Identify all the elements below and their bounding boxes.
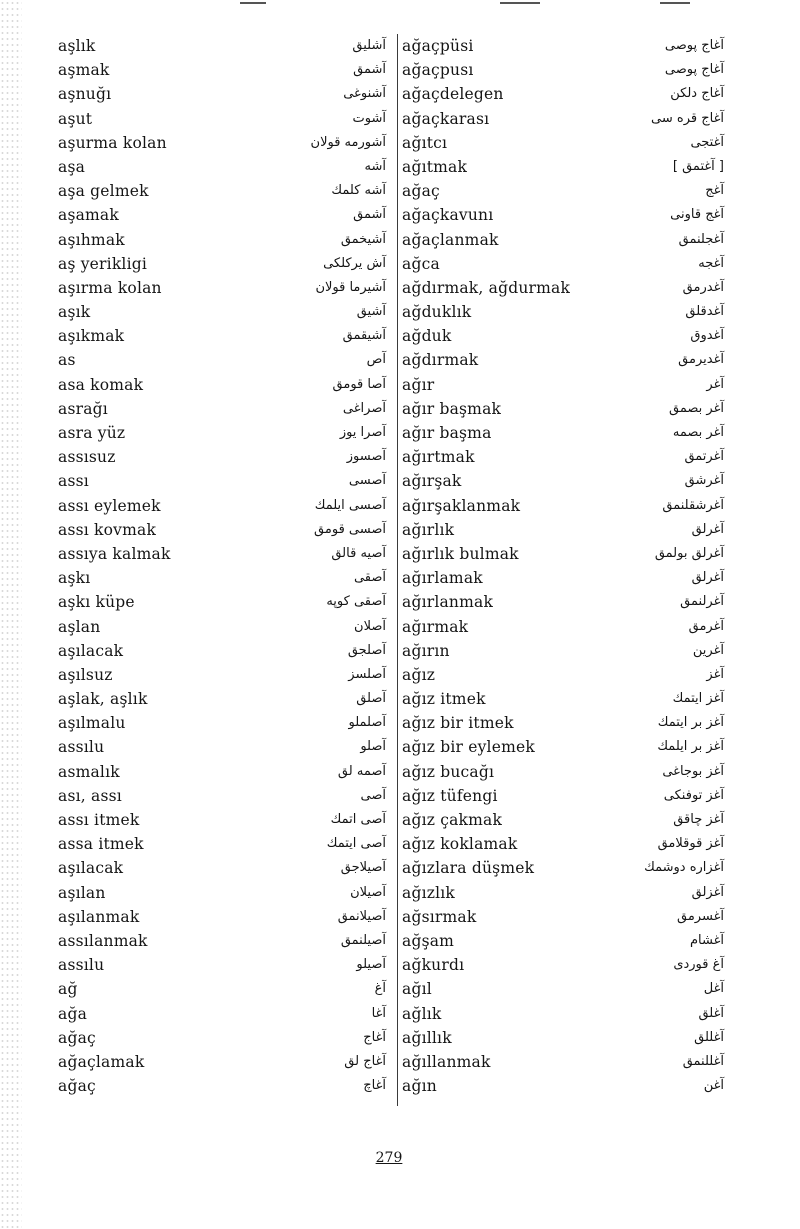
entry-transliteration: ağızlık: [402, 883, 455, 902]
dictionary-entry: [58, 203, 390, 227]
entry-arabic-script: آصلان: [354, 618, 386, 634]
entry-transliteration: ağır: [402, 375, 435, 394]
entry-arabic-script: آغز توفنكى: [663, 787, 724, 803]
entry-transliteration: as: [58, 351, 76, 370]
entry-arabic-script: آغرمق: [688, 618, 724, 634]
dictionary-entry: [402, 300, 728, 324]
entry-arabic-script: آغرتمق: [684, 449, 724, 465]
entry-arabic-script: آغاج: [363, 1029, 386, 1045]
entry-transliteration: ağaç: [58, 1028, 96, 1047]
entry-arabic-script: آشورمه قولان: [310, 134, 386, 150]
entry-arabic-script: آغاج لق: [344, 1053, 386, 1069]
dictionary-entry: [58, 82, 390, 106]
entry-transliteration: ağaçkavunı: [402, 206, 494, 225]
entry-transliteration: ağız tüfengi: [402, 786, 498, 805]
dictionary-entry: [58, 1026, 390, 1050]
entry-transliteration: aşlak, aşlık: [58, 690, 148, 709]
entry-transliteration: ağdırmak, ağdurmak: [402, 278, 571, 297]
entry-arabic-script: آصيلان: [350, 884, 386, 900]
dictionary-entry: [402, 929, 728, 953]
entry-transliteration: ağırlık bulmak: [402, 544, 519, 563]
dictionary-entry: [402, 639, 728, 663]
entry-transliteration: aşılmalu: [58, 714, 126, 733]
dictionary-entry: [402, 566, 728, 590]
entry-transliteration: assı: [58, 472, 89, 491]
entry-arabic-script: آصى ايتمك: [326, 836, 386, 852]
entry-transliteration: ağıtmak: [402, 157, 468, 176]
entry-arabic-script: آصا قومق: [332, 376, 386, 392]
entry-arabic-script: آغاج دلكن: [670, 86, 724, 102]
dictionary-entry: [58, 1050, 390, 1074]
dictionary-entry: [58, 469, 390, 493]
entry-arabic-script: آشه كلمك: [331, 183, 386, 199]
entry-transliteration: ağdırmak: [402, 351, 479, 370]
entry-transliteration: asrağı: [58, 399, 108, 418]
dictionary-entry: [402, 832, 728, 856]
dictionary-entry: [402, 252, 728, 276]
entry-transliteration: aşıkmak: [58, 327, 125, 346]
entry-arabic-script: آغزاره دوشمك: [644, 860, 724, 876]
entry-arabic-script: آغ: [374, 981, 386, 997]
entry-transliteration: assılu: [58, 738, 105, 757]
dictionary-entry: [402, 784, 728, 808]
entry-transliteration: aşılacak: [58, 641, 124, 660]
dictionary-entry: [402, 663, 728, 687]
dictionary-entry: [402, 445, 728, 469]
dictionary-entry: [402, 228, 728, 252]
entry-transliteration: assılanmak: [58, 931, 148, 950]
entry-transliteration: ağduk: [402, 327, 452, 346]
entry-arabic-script: آشيرما قولان: [315, 279, 386, 295]
entry-transliteration: ağca: [402, 254, 440, 273]
dictionary-entry: [402, 735, 728, 759]
entry-transliteration: assı kovmak: [58, 520, 157, 539]
dictionary-entry: [58, 639, 390, 663]
entry-arabic-script: آصلملو: [348, 715, 386, 731]
entry-transliteration: aşurma kolan: [58, 133, 167, 152]
entry-arabic-script: آغن: [703, 1078, 724, 1094]
dictionary-entry: [58, 107, 390, 131]
entry-arabic-script: آصيلاجق: [340, 860, 386, 876]
entry-transliteration: ağırlamak: [402, 569, 483, 588]
dictionary-entry: [402, 179, 728, 203]
dictionary-entry: [58, 953, 390, 977]
entry-transliteration: ağıl: [402, 980, 432, 999]
entry-arabic-script: آغدقلق: [685, 304, 724, 320]
entry-transliteration: ağıllanmak: [402, 1052, 491, 1071]
entry-arabic-script: آغديرمق: [678, 352, 724, 368]
entry-arabic-script: آغزلق: [691, 884, 724, 900]
entry-arabic-script: آغز بر ايتمك: [657, 715, 724, 731]
dictionary-entry: [58, 1074, 390, 1098]
dictionary-entry: [58, 808, 390, 832]
entry-arabic-script: آغاج پوصى: [664, 62, 724, 78]
entry-arabic-script: آغدوق: [690, 328, 724, 344]
entry-transliteration: ağırlık: [402, 520, 455, 539]
entry-arabic-script: آغرلنمق: [680, 594, 724, 610]
entry-arabic-script: آص: [366, 352, 386, 368]
entry-arabic-script: آغا: [371, 1005, 386, 1021]
dictionary-entry: [402, 760, 728, 784]
entry-transliteration: asra yüz: [58, 424, 126, 442]
dictionary-entry: [58, 179, 390, 203]
dictionary-entry: [402, 421, 728, 445]
entry-transliteration: ağıllık: [402, 1028, 452, 1047]
entry-arabic-script: آصلق: [356, 691, 386, 707]
dictionary-entry: [402, 34, 728, 58]
entry-arabic-script: آصيلنمق: [340, 932, 386, 948]
entry-transliteration: aşkı: [58, 569, 91, 588]
entry-arabic-script: آغز چاقق: [673, 812, 724, 827]
dictionary-entry: [402, 615, 728, 639]
dictionary-entry: [402, 494, 728, 518]
entry-transliteration: ağlık: [402, 1004, 442, 1023]
entry-arabic-script: آصلو: [360, 739, 386, 755]
dictionary-entry: [402, 518, 728, 542]
entry-transliteration: aşlan: [58, 617, 101, 636]
entry-transliteration: aşık: [58, 303, 91, 322]
entry-arabic-script: آغر بصمق: [669, 400, 724, 416]
entry-transliteration: ağır başma: [402, 424, 492, 442]
entry-transliteration: aşa gelmek: [58, 182, 149, 201]
entry-arabic-script: آصراغى: [342, 400, 386, 416]
entry-arabic-script: آصقى: [353, 570, 386, 586]
entry-transliteration: ağızlara düşmek: [402, 859, 535, 878]
dictionary-entry: [402, 348, 728, 372]
dictionary-entry: [58, 58, 390, 82]
entry-arabic-script: آصسوز: [346, 449, 386, 465]
entry-arabic-script: آغج قاونى: [670, 207, 724, 223]
entry-arabic-script: آغجلنمق: [678, 231, 724, 247]
dictionary-entry: [402, 856, 728, 880]
dictionary-entry: [402, 397, 728, 421]
entry-transliteration: aşılanmak: [58, 907, 140, 926]
entry-arabic-script: آغشام: [689, 932, 724, 948]
dictionary-entry: [402, 324, 728, 348]
entry-transliteration: ağkurdı: [402, 956, 465, 975]
dictionary-entry: [402, 977, 728, 1001]
entry-arabic-script: آغز: [706, 666, 724, 682]
entry-transliteration: aş yerikligi: [58, 254, 148, 273]
dictionary-entry: [58, 397, 390, 421]
dictionary-entry: [402, 469, 728, 493]
entry-transliteration: assa itmek: [58, 835, 144, 854]
dictionary-entry: [58, 542, 390, 566]
dictionary-entry: [402, 808, 728, 832]
dictionary-entry: [58, 1002, 390, 1026]
entry-arabic-script: آشه: [364, 158, 386, 174]
entry-transliteration: ağız: [402, 665, 436, 684]
entry-transliteration: assı itmek: [58, 811, 140, 829]
dictionary-entry: [402, 203, 728, 227]
scan-top-mark: [240, 2, 266, 4]
entry-arabic-script: آغر: [706, 376, 724, 392]
entry-transliteration: ağırın: [402, 641, 450, 660]
entry-arabic-script: آش يركلكى: [323, 255, 386, 271]
entry-arabic-script: آصسى ايلمك: [314, 497, 386, 513]
dictionary-entry: [402, 711, 728, 735]
page-number: 279: [375, 1150, 403, 1166]
entry-arabic-script: آصلسز: [348, 666, 386, 682]
entry-arabic-script: آغاج قره سى: [651, 110, 724, 126]
dictionary-entry: [58, 252, 390, 276]
entry-transliteration: ağız bir itmek: [402, 714, 514, 733]
entry-transliteration: ağaçlamak: [58, 1052, 145, 1071]
dictionary-entry: [58, 784, 390, 808]
dictionary-entry: [58, 300, 390, 324]
dictionary-entry: [58, 34, 390, 58]
entry-transliteration: ağırmak: [402, 617, 469, 636]
entry-arabic-script: آصسى: [348, 473, 386, 489]
dictionary-entry: [58, 832, 390, 856]
entry-transliteration: aşnuğı: [58, 85, 112, 104]
dictionary-entry: [58, 445, 390, 469]
entry-transliteration: ağız koklamak: [402, 835, 518, 854]
left-column: [58, 34, 390, 1098]
entry-arabic-script: آغسرمق: [677, 908, 724, 924]
entry-transliteration: ağıtcı: [402, 133, 448, 152]
entry-transliteration: aşmak: [58, 61, 110, 80]
dictionary-entry: [58, 977, 390, 1001]
entry-arabic-script: آغجه: [698, 255, 724, 271]
entry-transliteration: aşırma kolan: [58, 278, 162, 297]
entry-transliteration: assı eylemek: [58, 496, 161, 515]
dictionary-entry: [58, 881, 390, 905]
entry-transliteration: aşılan: [58, 883, 106, 902]
entry-transliteration: aşılsuz: [58, 665, 113, 684]
entry-transliteration: asmalık: [58, 762, 120, 781]
entry-arabic-script: آشيق: [356, 304, 386, 320]
dictionary-entry: [58, 228, 390, 252]
entry-arabic-script: آغز قوقلامق: [657, 836, 724, 852]
entry-transliteration: ağır başmak: [402, 399, 502, 418]
entry-arabic-script: آشنوغى: [343, 86, 386, 102]
entry-arabic-script: آغر بصمه: [672, 425, 724, 440]
entry-arabic-script: آغرلق: [691, 521, 724, 537]
dictionary-entry: [402, 881, 728, 905]
dictionary-entry: [58, 929, 390, 953]
dictionary-entry: [58, 421, 390, 445]
entry-arabic-script: آصرا يوز: [339, 425, 386, 440]
dictionary-entry: [402, 1050, 728, 1074]
entry-arabic-script: آغاچ: [363, 1078, 386, 1094]
dictionary-entry: [58, 155, 390, 179]
entry-arabic-script: آشمق: [353, 62, 386, 78]
entry-arabic-script: آغج: [705, 183, 724, 199]
entry-transliteration: assısuz: [58, 448, 116, 467]
dictionary-entry: [402, 58, 728, 82]
dictionary-entry: [58, 711, 390, 735]
entry-transliteration: ağırşaklanmak: [402, 496, 521, 515]
entry-transliteration: ağız bir eylemek: [402, 738, 535, 757]
dictionary-entry: [58, 687, 390, 711]
dictionary-entry: [402, 953, 728, 977]
scan-top-mark: [660, 2, 690, 4]
entry-transliteration: ağa: [58, 1004, 88, 1023]
entry-arabic-script: آغرلق: [691, 570, 724, 586]
entry-arabic-script: آغل: [703, 981, 724, 997]
entry-arabic-script: آصقى كوپه: [326, 594, 386, 610]
entry-arabic-script: آغرشق: [684, 473, 724, 489]
entry-transliteration: ağduklık: [402, 303, 472, 322]
entry-arabic-script: آغز بوجاغى: [662, 763, 724, 779]
dictionary-entry: [58, 131, 390, 155]
entry-arabic-script: آصيلو: [356, 957, 386, 973]
entry-arabic-script: آغز ايتمك: [672, 691, 724, 707]
dictionary-entry: [58, 494, 390, 518]
dictionary-entry: [58, 735, 390, 759]
entry-arabic-script: آصيلانمق: [337, 908, 386, 924]
entry-transliteration: ağın: [402, 1077, 437, 1096]
entry-arabic-script: آصمه لق: [337, 763, 386, 779]
dictionary-entry: [58, 276, 390, 300]
scan-speckle-edge: [0, 0, 22, 1229]
entry-transliteration: ağız bucağı: [402, 762, 495, 781]
entry-transliteration: ağırtmak: [402, 448, 475, 467]
dictionary-entry: [402, 1074, 728, 1098]
entry-arabic-script: آغرشقلنمق: [662, 497, 724, 513]
entry-arabic-script: آغز بر ايلمك: [657, 739, 724, 755]
dictionary-entry: [402, 82, 728, 106]
entry-transliteration: aşkı küpe: [58, 593, 135, 612]
entry-arabic-script: آغتجى: [690, 134, 724, 150]
entry-transliteration: aşlık: [58, 37, 96, 55]
dictionary-entry: [58, 590, 390, 614]
entry-arabic-script: آصى اتمك: [330, 812, 386, 827]
entry-arabic-script: آغلق: [698, 1005, 724, 1021]
dictionary-entry: [58, 324, 390, 348]
entry-transliteration: ağırlanmak: [402, 593, 494, 612]
dictionary-entry: [402, 373, 728, 397]
dictionary-entry: [58, 518, 390, 542]
dictionary-entry: [402, 107, 728, 131]
entry-transliteration: aşıhmak: [58, 230, 125, 249]
dictionary-entry: [402, 276, 728, 300]
entry-transliteration: ağırşak: [402, 472, 462, 491]
dictionary-entry: [402, 905, 728, 929]
entry-arabic-script: آشليق: [352, 38, 386, 53]
dictionary-entry: [58, 905, 390, 929]
entry-transliteration: ağaçpüsi: [402, 37, 474, 55]
entry-transliteration: ağız itmek: [402, 690, 486, 709]
dictionary-entry: [402, 1026, 728, 1050]
dictionary-entry: [58, 373, 390, 397]
dictionary-entry: [58, 615, 390, 639]
entry-arabic-script: آغدرمق: [682, 279, 724, 295]
entry-transliteration: ası, assı: [58, 786, 122, 805]
entry-transliteration: ağız çakmak: [402, 811, 503, 829]
entry-transliteration: asa komak: [58, 375, 144, 394]
dictionary-entry: [58, 663, 390, 687]
entry-arabic-script: آشيخمق: [340, 231, 386, 247]
entry-transliteration: ağaç: [58, 1077, 96, 1096]
entry-transliteration: assılu: [58, 956, 105, 975]
dictionary-entry: [402, 131, 728, 155]
entry-arabic-script: [ آغتمق ]: [672, 158, 724, 174]
dictionary-entry: [402, 1002, 728, 1026]
entry-transliteration: aşa: [58, 157, 86, 176]
dictionary-entry: [402, 687, 728, 711]
entry-arabic-script: آغاج پوصى: [664, 38, 724, 53]
entry-transliteration: ağaçdelegen: [402, 85, 504, 104]
entry-transliteration: aşılacak: [58, 859, 124, 878]
scan-top-mark: [500, 2, 540, 4]
entry-arabic-script: آصلجق: [347, 642, 386, 658]
entry-transliteration: ağaç: [402, 182, 440, 201]
entry-transliteration: ağ: [58, 980, 78, 999]
dictionary-entry: [58, 760, 390, 784]
dictionary-entry: [402, 155, 728, 179]
entry-arabic-script: آغللنمق: [682, 1053, 724, 1069]
entry-transliteration: ağşam: [402, 931, 455, 950]
entry-arabic-script: آصيه قالق: [331, 545, 386, 561]
entry-arabic-script: آشيقمق: [342, 328, 386, 344]
column-divider: [397, 34, 398, 1106]
entry-arabic-script: آشوت: [352, 110, 386, 126]
dictionary-entry: [402, 590, 728, 614]
entry-arabic-script: آغ قوردى: [673, 957, 724, 973]
entry-arabic-script: آغللق: [694, 1029, 724, 1045]
entry-transliteration: aşamak: [58, 206, 119, 225]
entry-transliteration: ağaçlanmak: [402, 230, 499, 249]
entry-arabic-script: آغرين: [692, 642, 724, 658]
entry-transliteration: assıya kalmak: [58, 544, 171, 563]
dictionary-entry: [58, 566, 390, 590]
entry-transliteration: aşut: [58, 109, 93, 128]
entry-arabic-script: آغرلق بولمق: [654, 545, 724, 561]
dictionary-entry: [58, 348, 390, 372]
entry-arabic-script: آشمق: [353, 207, 386, 223]
entry-transliteration: ağaçkarası: [402, 109, 490, 128]
right-column: [402, 34, 728, 1098]
dictionary-entry: [402, 542, 728, 566]
entry-arabic-script: آصسى قومق: [314, 521, 386, 537]
dictionary-entry: [58, 856, 390, 880]
entry-transliteration: ağaçpusı: [402, 61, 474, 80]
entry-transliteration: ağsırmak: [402, 907, 477, 926]
entry-arabic-script: آصى: [360, 787, 386, 803]
